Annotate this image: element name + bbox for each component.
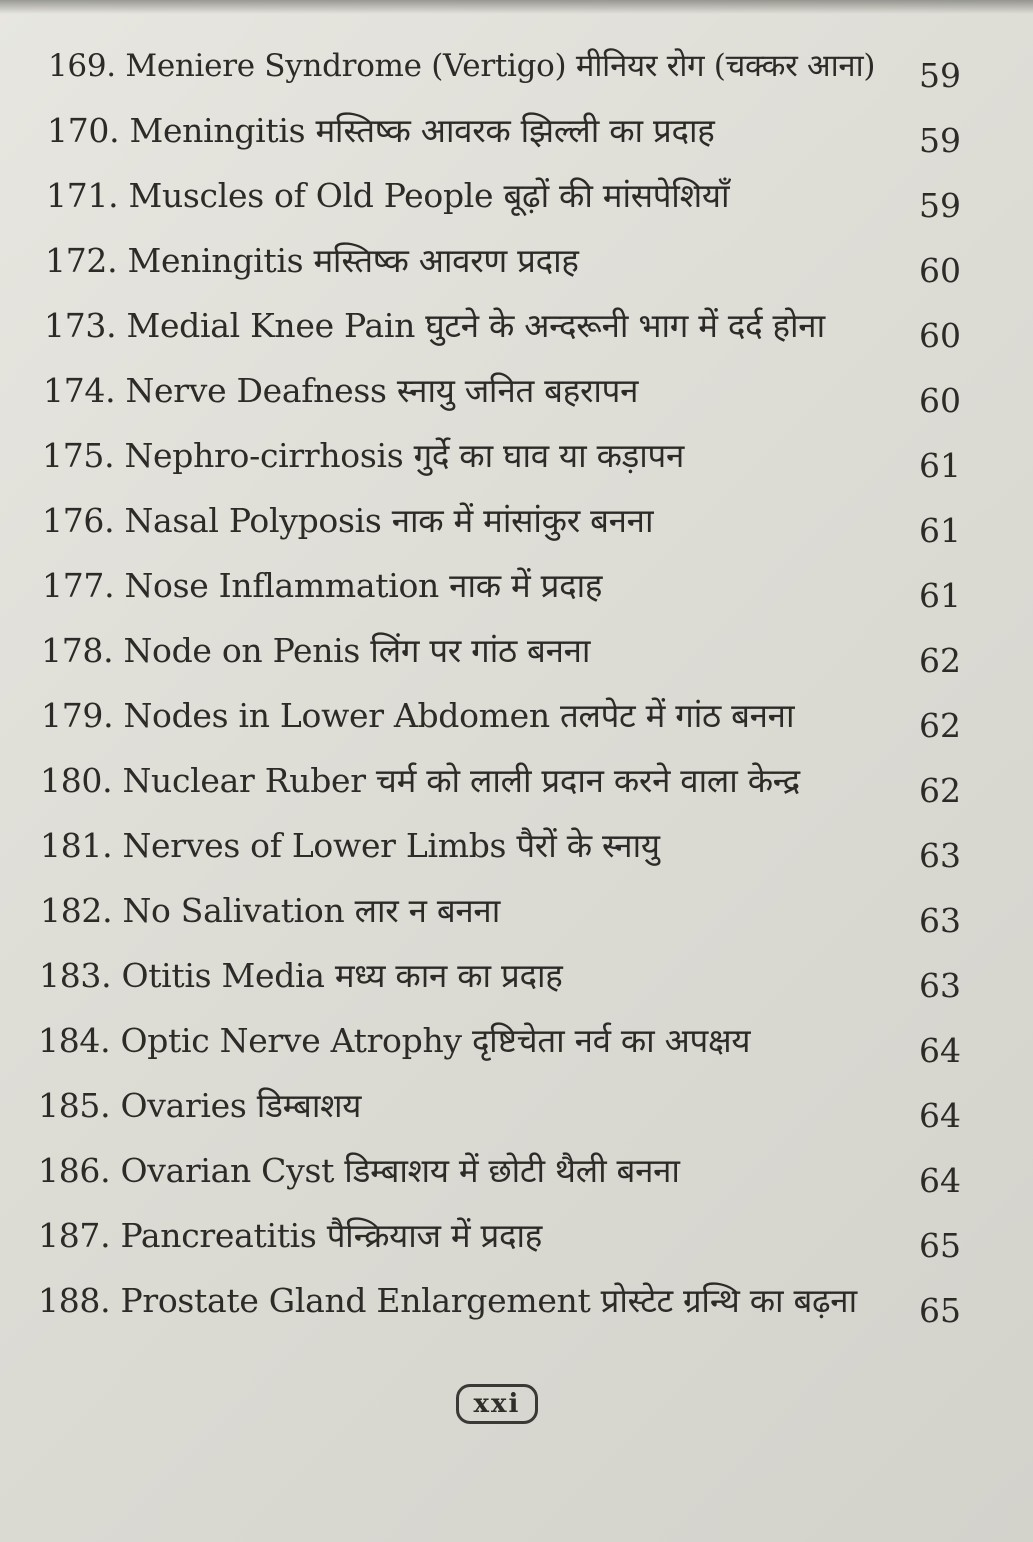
page-folio: xxi xyxy=(456,1384,538,1424)
toc-entry-text: 182. No Salivation लार न बनना xyxy=(40,891,500,930)
toc-entry-page: 64 xyxy=(919,1161,961,1200)
toc-entry-page: 63 xyxy=(919,901,961,940)
toc-entry-page: 62 xyxy=(919,641,961,680)
toc-entry xyxy=(0,759,1033,819)
toc-entry-text: 185. Ovaries डिम्बाशय xyxy=(38,1086,362,1125)
toc-entry-text: 186. Ovarian Cyst डिम्बाशय में छोटी थैली बनना xyxy=(38,1151,680,1190)
toc-entry xyxy=(0,499,1033,559)
toc-entry xyxy=(0,694,1033,754)
toc-entry-text: 179. Nodes in Lower Abdomen तलपेट में गांठ बनना xyxy=(41,696,795,735)
toc-entry-page: 60 xyxy=(919,316,961,355)
toc-entry-text: 183. Otitis Media मध्य कान का प्रदाह xyxy=(39,956,563,995)
toc-entry-page: 64 xyxy=(919,1031,961,1070)
toc-entry xyxy=(0,239,1033,299)
toc-entry xyxy=(0,434,1033,494)
toc-entry-page: 64 xyxy=(919,1096,961,1135)
toc-entry xyxy=(0,304,1033,364)
toc-entry-page: 60 xyxy=(919,251,961,290)
toc-entry-text: 181. Nerves of Lower Limbs पैरों के स्नायु xyxy=(40,826,660,865)
toc-entry-text: 169. Meniere Syndrome (Vertigo) मीनियर रोग (चक्कर आना) xyxy=(48,48,876,84)
toc-entry-text: 173. Medial Knee Pain घुटने के अन्दरूनी भाग में दर्द होना xyxy=(44,306,825,345)
toc-entry-text: 171. Muscles of Old People बूढ़ों की मांसपेशियाँ xyxy=(46,176,730,215)
toc-entry xyxy=(0,369,1033,429)
toc-entry-page: 61 xyxy=(919,446,961,485)
toc-entry-text: 184. Optic Nerve Atrophy दृष्टिचेता नर्व का अपक्षय xyxy=(38,1021,751,1060)
toc-entry-page: 63 xyxy=(919,966,961,1005)
toc-entry-page: 63 xyxy=(919,836,961,875)
toc-entry-page: 59 xyxy=(919,121,961,160)
toc-entry-text: 170. Meningitis मस्तिष्क आवरक झिल्ली का प्रदाह xyxy=(47,111,715,150)
toc-entry xyxy=(0,889,1033,949)
toc-entry xyxy=(0,44,1033,104)
toc-entry xyxy=(0,174,1033,234)
toc-entry-page: 61 xyxy=(919,576,961,615)
toc-entry xyxy=(0,1084,1033,1144)
toc-entry-text: 188. Prostate Gland Enlargement प्रोस्टेट ग्रन्थि का बढ़ना xyxy=(38,1281,857,1320)
toc-entry-text: 187. Pancreatitis पैन्क्रियाज में प्रदाह xyxy=(38,1216,542,1255)
toc-entry-text: 176. Nasal Polyposis नाक में मांसांकुर बनना xyxy=(42,501,654,540)
toc-entry xyxy=(0,1019,1033,1079)
toc-entry-text: 172. Meningitis मस्तिष्क आवरण प्रदाह xyxy=(45,241,579,280)
toc-entry-text: 174. Nerve Deafness स्नायु जनित बहरापन xyxy=(43,371,639,410)
toc-entry-text: 180. Nuclear Ruber चर्म को लाली प्रदान करने वाला केन्द्र xyxy=(40,761,800,800)
toc-entry-page: 59 xyxy=(919,186,961,225)
toc-entry-page: 62 xyxy=(919,706,961,745)
toc-entry xyxy=(0,109,1033,169)
toc-entry xyxy=(0,954,1033,1014)
toc-entry-page: 62 xyxy=(919,771,961,810)
toc-entry-text: 177. Nose Inflammation नाक में प्रदाह xyxy=(42,566,603,605)
toc-entry-text: 178. Node on Penis लिंग पर गांठ बनना xyxy=(41,631,591,670)
toc-entry xyxy=(0,1279,1033,1339)
toc-entry-text: 175. Nephro-cirrhosis गुर्दे का घाव या कड़ापन xyxy=(42,436,685,475)
toc-entry xyxy=(0,1149,1033,1209)
toc-entry xyxy=(0,629,1033,689)
toc-entry xyxy=(0,1214,1033,1274)
toc-entry-page: 61 xyxy=(919,511,961,550)
toc-entry xyxy=(0,564,1033,624)
toc-entry-page: 60 xyxy=(919,381,961,420)
toc-entry-page: 65 xyxy=(919,1226,961,1265)
toc-entry xyxy=(0,824,1033,884)
toc-entry-page: 59 xyxy=(919,56,961,95)
toc-entry-page: 65 xyxy=(919,1291,961,1330)
